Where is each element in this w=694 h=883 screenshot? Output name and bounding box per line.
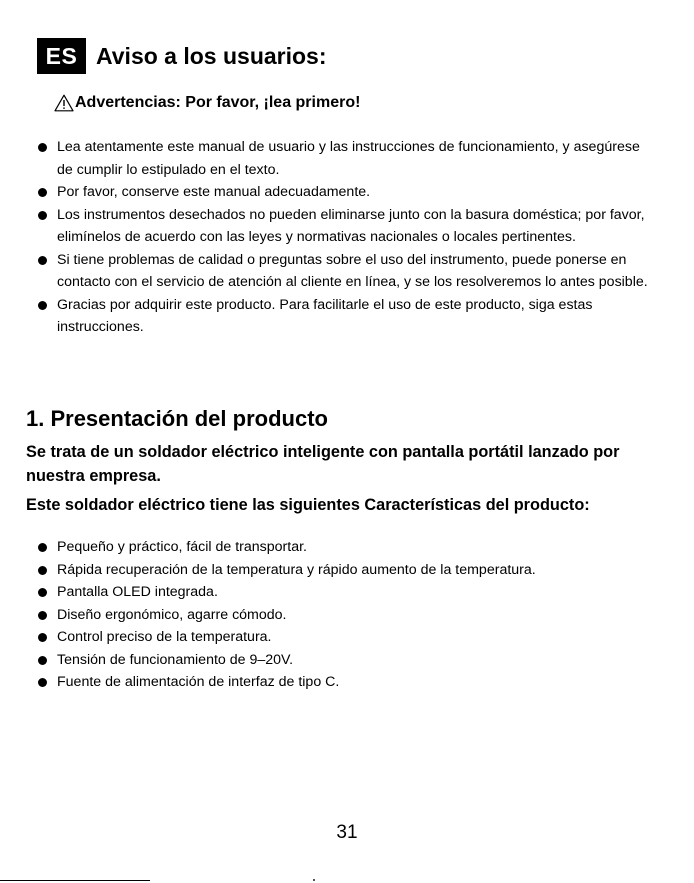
bullet-icon xyxy=(38,588,47,597)
bullet-icon xyxy=(38,211,47,220)
bullet-icon xyxy=(38,543,47,552)
list-item-text: Lea atentamente este manual de usuario y las instrucciones de funcionamiento, y asegúrese de cumplir lo estipulado en el texto. xyxy=(57,139,640,178)
bullet-icon xyxy=(38,301,47,310)
product-intro: Se trata de un soldador eléctrico inteligente con pantalla portátil lanzado por nuestra empresa. xyxy=(26,443,620,485)
features-heading: Este soldador eléctrico tiene las siguientes Características del producto: xyxy=(26,496,590,514)
page-number: 31 xyxy=(336,822,358,843)
list-item-text: Fuente de alimentación de interfaz de tipo C. xyxy=(57,674,340,690)
footer-mark xyxy=(313,879,315,881)
list-item xyxy=(37,136,657,181)
bullet-icon xyxy=(38,656,47,665)
list-item xyxy=(37,204,657,249)
list-item xyxy=(37,649,657,672)
list-item-text: Tensión de funcionamiento de 9–20V. xyxy=(57,651,294,668)
bullet-icon xyxy=(38,611,47,620)
bullet-icon xyxy=(38,633,47,642)
list-item xyxy=(37,604,657,627)
list-item xyxy=(37,294,657,339)
bullet-icon xyxy=(38,566,47,575)
list-item xyxy=(37,626,657,649)
section-title: 1. Presentación del producto xyxy=(26,406,328,431)
list-item-text: Diseño ergonómico, agarre cómodo. xyxy=(57,606,287,623)
list-item-text: Los instrumentos desechados no pueden eliminarse junto con la basura doméstica; por favor, elimínelos de acuerdo con las leyes y normativas nacionales o locales pertinentes. xyxy=(57,206,645,245)
warning-triangle-icon xyxy=(54,94,74,112)
list-item xyxy=(37,671,657,694)
bullet-icon xyxy=(38,143,47,152)
list-item xyxy=(37,581,657,604)
list-item xyxy=(37,536,657,559)
footer-divider xyxy=(0,880,150,881)
bullet-icon xyxy=(38,188,47,197)
page-header xyxy=(37,38,327,74)
warning-heading xyxy=(54,94,360,112)
list-item-text: Pequeño y práctico, fácil de transportar. xyxy=(57,539,307,555)
list-item-text: Control preciso de la temperatura. xyxy=(57,629,272,645)
language-badge: ES xyxy=(37,38,86,74)
page-title: Aviso a los usuarios: xyxy=(96,42,327,69)
bullet-icon xyxy=(38,256,47,265)
list-item-text: Por favor, conserve este manual adecuadamente. xyxy=(57,184,371,200)
list-item xyxy=(37,249,657,294)
bullet-icon xyxy=(38,678,47,687)
list-item xyxy=(37,559,657,582)
list-item-text: Gracias por adquirir este producto. Para facilitarle el uso de este producto, siga estas instrucciones. xyxy=(57,296,593,335)
features-list xyxy=(37,536,657,694)
list-item-text: Rápida recuperación de la temperatura y rápido aumento de la temperatura. xyxy=(57,561,536,578)
list-item-text: Si tiene problemas de calidad o preguntas sobre el uso del instrumento, puede ponerse en contacto con el servicio de atención al cliente en línea, y se los resolveremos lo antes posible. xyxy=(57,251,648,290)
list-item-text: Pantalla OLED integrada. xyxy=(57,584,218,600)
list-item xyxy=(37,181,657,204)
warning-text: Advertencias: Por favor, ¡lea primero! xyxy=(75,94,361,111)
user-notes-list xyxy=(37,136,657,339)
